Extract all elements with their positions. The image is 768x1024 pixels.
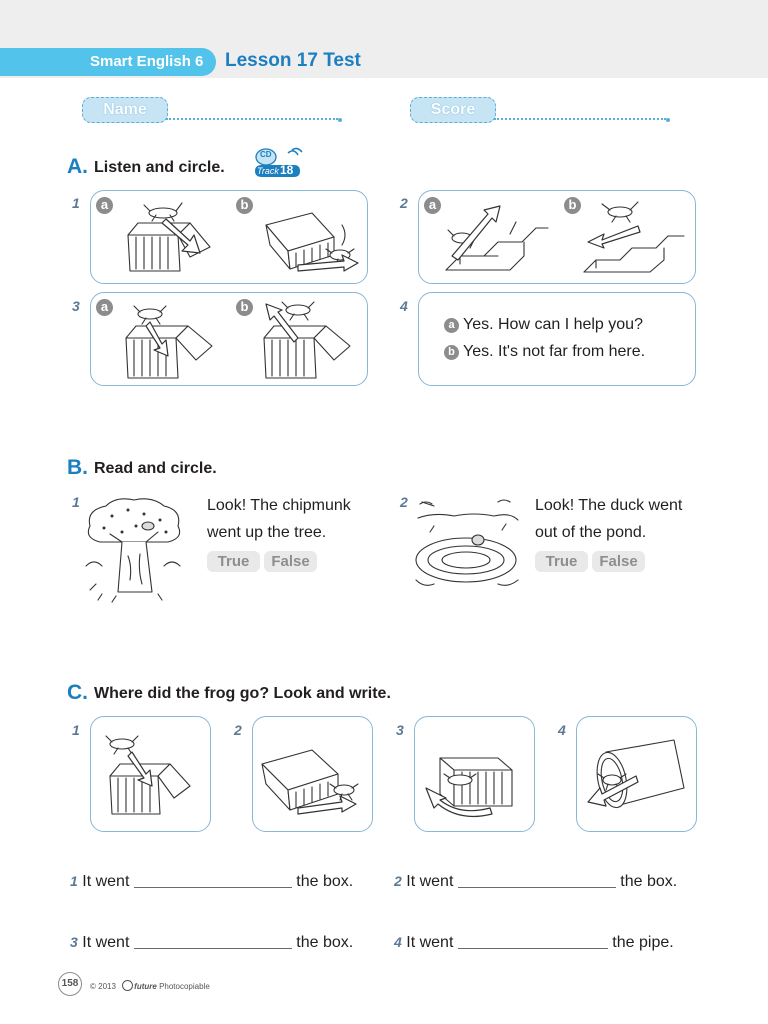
option-b-circle[interactable]: b bbox=[236, 197, 253, 214]
sentence-end: the box. bbox=[620, 873, 678, 890]
frog-through-pipe-illustration bbox=[582, 730, 690, 826]
section-b-q2-line2: out of the pond. bbox=[535, 524, 647, 541]
sentence-start: It went bbox=[82, 934, 130, 951]
section-a-q4-number: 4 bbox=[400, 298, 408, 314]
answer-blank-1[interactable] bbox=[134, 873, 292, 888]
sentence-end: the box. bbox=[296, 934, 354, 951]
sentence-1-number: 1 bbox=[70, 873, 78, 889]
frog-under-box-illustration bbox=[262, 195, 362, 275]
name-field-end bbox=[338, 118, 342, 122]
frog-around-box-illustration bbox=[420, 736, 526, 824]
option-b-text: Yes. It's not far from here. bbox=[463, 343, 646, 360]
option-a-row[interactable] bbox=[444, 316, 643, 334]
section-b-q1-number: 1 bbox=[72, 494, 80, 510]
chipmunk-tree-illustration bbox=[82, 496, 186, 604]
section-b-q2-line1: Look! The duck went bbox=[535, 497, 683, 514]
section-b-q1-line1: Look! The chipmunk bbox=[207, 497, 351, 514]
section-b-q1-line2: went up the tree. bbox=[207, 524, 327, 541]
footer-text bbox=[90, 980, 210, 991]
series-title: Smart English 6 bbox=[90, 53, 204, 70]
score-field[interactable] bbox=[494, 118, 666, 120]
score-label: Score bbox=[410, 97, 496, 123]
section-b-title: Read and circle. bbox=[94, 460, 217, 477]
option-a-circle[interactable]: a bbox=[96, 299, 113, 316]
sentence-4-number: 4 bbox=[394, 934, 402, 950]
publisher: future bbox=[134, 982, 157, 991]
section-c-pic2-number: 2 bbox=[234, 722, 242, 738]
section-c-pic1-number: 1 bbox=[72, 722, 80, 738]
photocopiable-note: Photocopiable bbox=[159, 982, 210, 991]
name-label: Name bbox=[82, 97, 168, 123]
section-a-q2-number: 2 bbox=[400, 195, 408, 211]
section-c-pic4-number: 4 bbox=[558, 722, 566, 738]
name-field[interactable] bbox=[166, 118, 338, 120]
true-option[interactable]: True bbox=[207, 551, 260, 572]
answer-blank-4[interactable] bbox=[458, 934, 608, 949]
section-a-q4-box bbox=[418, 292, 696, 386]
option-b-circle[interactable]: b bbox=[564, 197, 581, 214]
option-b-circle[interactable]: b bbox=[236, 299, 253, 316]
lesson-title: Lesson 17 Test bbox=[225, 50, 361, 71]
option-a-circle[interactable]: a bbox=[444, 318, 459, 333]
option-b-circle[interactable]: b bbox=[444, 345, 459, 360]
section-b-letter: B. bbox=[67, 456, 88, 479]
answer-blank-3[interactable] bbox=[134, 934, 292, 949]
sentence-start: It went bbox=[406, 873, 454, 890]
section-a-q3-number: 3 bbox=[72, 298, 80, 314]
true-option[interactable]: True bbox=[535, 551, 588, 572]
answer-blank-2[interactable] bbox=[458, 873, 616, 888]
sentence-end: the pipe. bbox=[612, 934, 674, 951]
cd-label: CD bbox=[260, 150, 272, 159]
false-option[interactable]: False bbox=[264, 551, 317, 572]
frog-out-of-box-illustration bbox=[254, 298, 364, 380]
section-c-letter: C. bbox=[67, 681, 88, 704]
track-label: Track bbox=[257, 166, 279, 176]
frog-under-box-illustration bbox=[258, 736, 364, 824]
sentence-3 bbox=[70, 934, 353, 952]
score-field-end bbox=[666, 118, 670, 122]
option-a-text: Yes. How can I help you? bbox=[463, 316, 643, 333]
section-b-q2-number: 2 bbox=[400, 494, 408, 510]
frog-into-box-illustration bbox=[118, 195, 218, 275]
section-c-title: Where did the frog go? Look and write. bbox=[94, 685, 391, 702]
section-a-q1-number: 1 bbox=[72, 195, 80, 211]
section-a-title: Listen and circle. bbox=[94, 159, 225, 176]
section-c-pic3-number: 3 bbox=[396, 722, 404, 738]
option-a-circle[interactable]: a bbox=[96, 197, 113, 214]
section-a-letter: A. bbox=[67, 155, 88, 178]
sentence-2 bbox=[394, 873, 677, 891]
frog-into-box-illustration bbox=[96, 730, 200, 826]
publisher-logo-icon bbox=[122, 980, 133, 991]
copyright: © 2013 bbox=[90, 982, 116, 991]
sentence-4 bbox=[394, 934, 674, 952]
page-number: 158 bbox=[58, 972, 82, 996]
frog-down-stairs-illustration bbox=[580, 196, 690, 278]
sentence-3-number: 3 bbox=[70, 934, 78, 950]
track-number: 18 bbox=[280, 163, 294, 177]
sentence-start: It went bbox=[82, 873, 130, 890]
false-option[interactable]: False bbox=[592, 551, 645, 572]
duck-pond-illustration bbox=[414, 498, 520, 594]
frog-up-stairs-illustration bbox=[440, 200, 550, 278]
option-a-circle[interactable]: a bbox=[424, 197, 441, 214]
sentence-2-number: 2 bbox=[394, 873, 402, 889]
frog-into-box-illustration bbox=[116, 298, 226, 380]
sentence-end: the box. bbox=[296, 873, 354, 890]
sentence-1 bbox=[70, 873, 353, 891]
sentence-start: It went bbox=[406, 934, 454, 951]
option-b-row[interactable] bbox=[444, 343, 645, 361]
